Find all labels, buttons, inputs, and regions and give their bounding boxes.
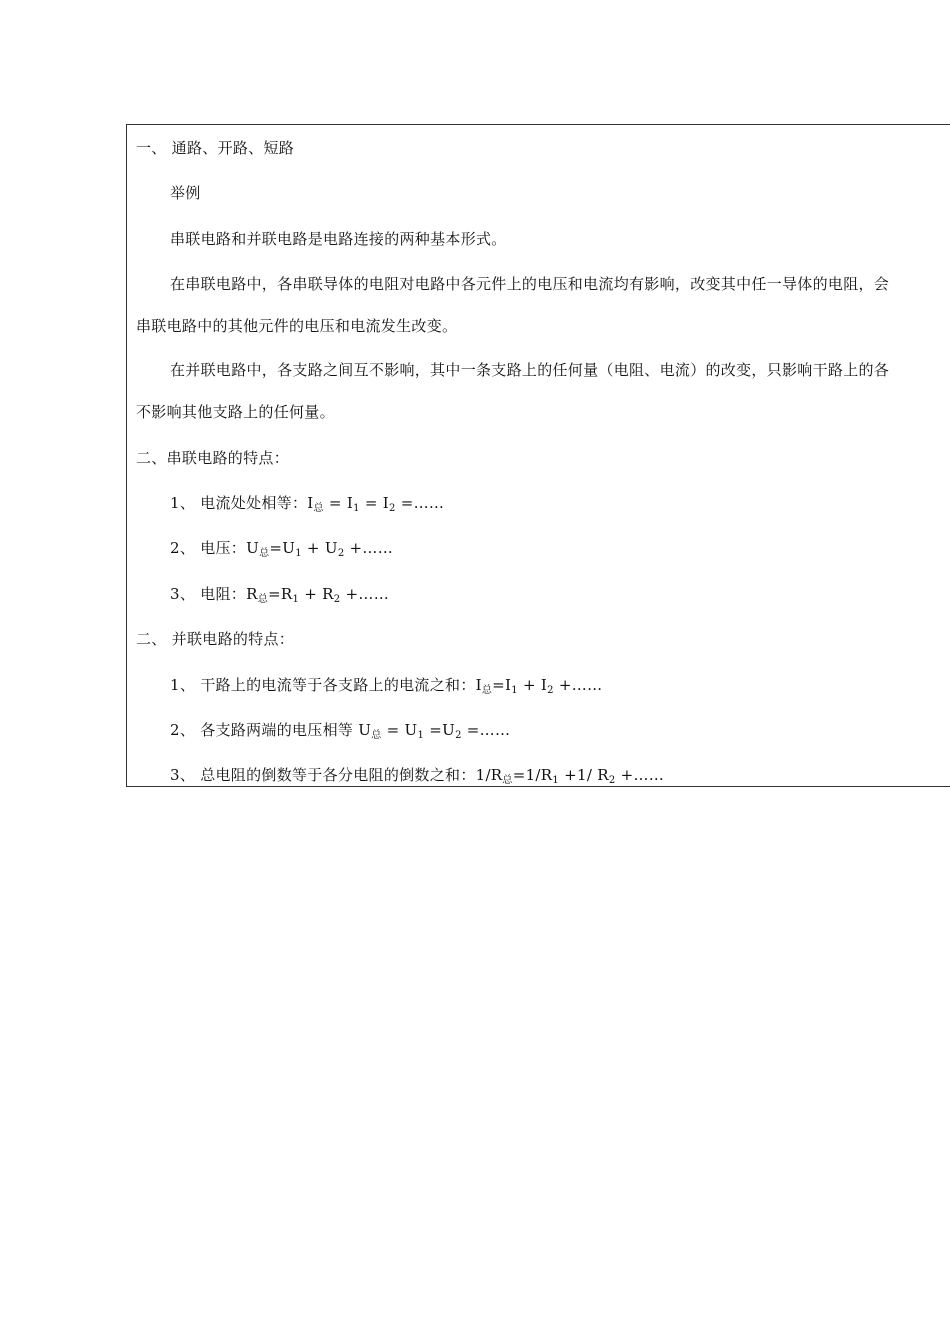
subscript: 1 [511,685,518,696]
subscript: 2 [389,503,396,514]
subscript: 1 [552,775,560,786]
formula-prefix: 3、 总电阻的倒数等于各分电阻的倒数之和：1/R [170,766,503,784]
formula-tail: =…… [395,494,445,512]
formula-mid: + U [301,539,338,557]
formula-prefix: 1、 干路上的电流等于各支路上的电流之和：I [170,676,482,694]
subscript: 2 [333,594,341,605]
paragraph-2-line-2: 串联电路中的其他元件的电压和电流发生改变。 [136,317,458,335]
parallel-item-1 [170,674,602,702]
formula-tail: +…… [344,539,394,557]
subscript: 总 [257,594,269,605]
series-item-2 [170,537,393,565]
formula-prefix: 3、 电阻：R [170,585,258,603]
series-item-3 [170,583,389,611]
subscript: 总 [502,775,513,786]
formula-mid: + I [517,676,548,694]
section-heading-2: 二、串联电路的特点： [136,449,290,467]
parallel-item-2 [170,719,510,747]
formula-mid: =U [269,539,296,557]
formula-tail: =…… [461,721,511,739]
series-item-1 [170,492,444,520]
paragraph-3-line-2: 不影响其他支路上的任何量。 [136,403,335,421]
paragraph-2-line-1: 在串联电路中，各串联导体的电阻对电路中各元件上的电压和电流均有影响，改变其中任一导体的电阻，会 [170,275,890,293]
paragraph-1: 串联电路和并联电路是电路连接的两种基本形式。 [170,230,507,248]
subscript: 总 [313,503,324,514]
subscript: 1 [295,548,302,559]
formula-prefix: 1、 电流处处相等：I [170,494,314,512]
formula-tail: +…… [615,766,665,784]
formula-mid: =1/R [512,766,553,784]
subscript: 2 [337,548,345,559]
subscript: 2 [608,775,616,786]
formula-mid: = I [323,494,354,512]
parallel-item-3 [170,764,664,787]
subscript: 1 [292,594,300,605]
section-heading-3: 二、 并联电路的特点： [136,630,295,648]
subscript: 1 [417,730,425,741]
formula-mid: =R [268,585,293,603]
content-box [126,124,950,787]
formula-mid: =U [424,721,456,739]
subscript: 总 [481,685,493,696]
subscript: 总 [371,730,382,741]
paragraph-3-line-1: 在并联电路中，各支路之间互不影响，其中一条支路上的任何量（电阻、电流）的改变，只影响干路上的各 [170,361,890,379]
formula-tail: +…… [553,676,603,694]
formula-mid: = I [359,494,389,512]
formula-tail: +…… [340,585,389,603]
formula-prefix: 2、 各支路两端的电压相等 U [170,721,372,739]
subscript: 1 [353,503,360,514]
subscript: 2 [547,685,554,696]
formula-mid: =I [492,676,512,694]
formula-mid: = U [381,721,418,739]
formula-mid: + R [299,585,334,603]
subscript: 2 [455,730,462,741]
example-label: 举例 [170,184,201,202]
formula-mid: +1/ R [559,766,609,784]
section-heading-1: 一、 通路、开路、短路 [136,139,295,157]
subscript: 总 [259,548,270,559]
formula-prefix: 2、 电压：U [170,539,260,557]
